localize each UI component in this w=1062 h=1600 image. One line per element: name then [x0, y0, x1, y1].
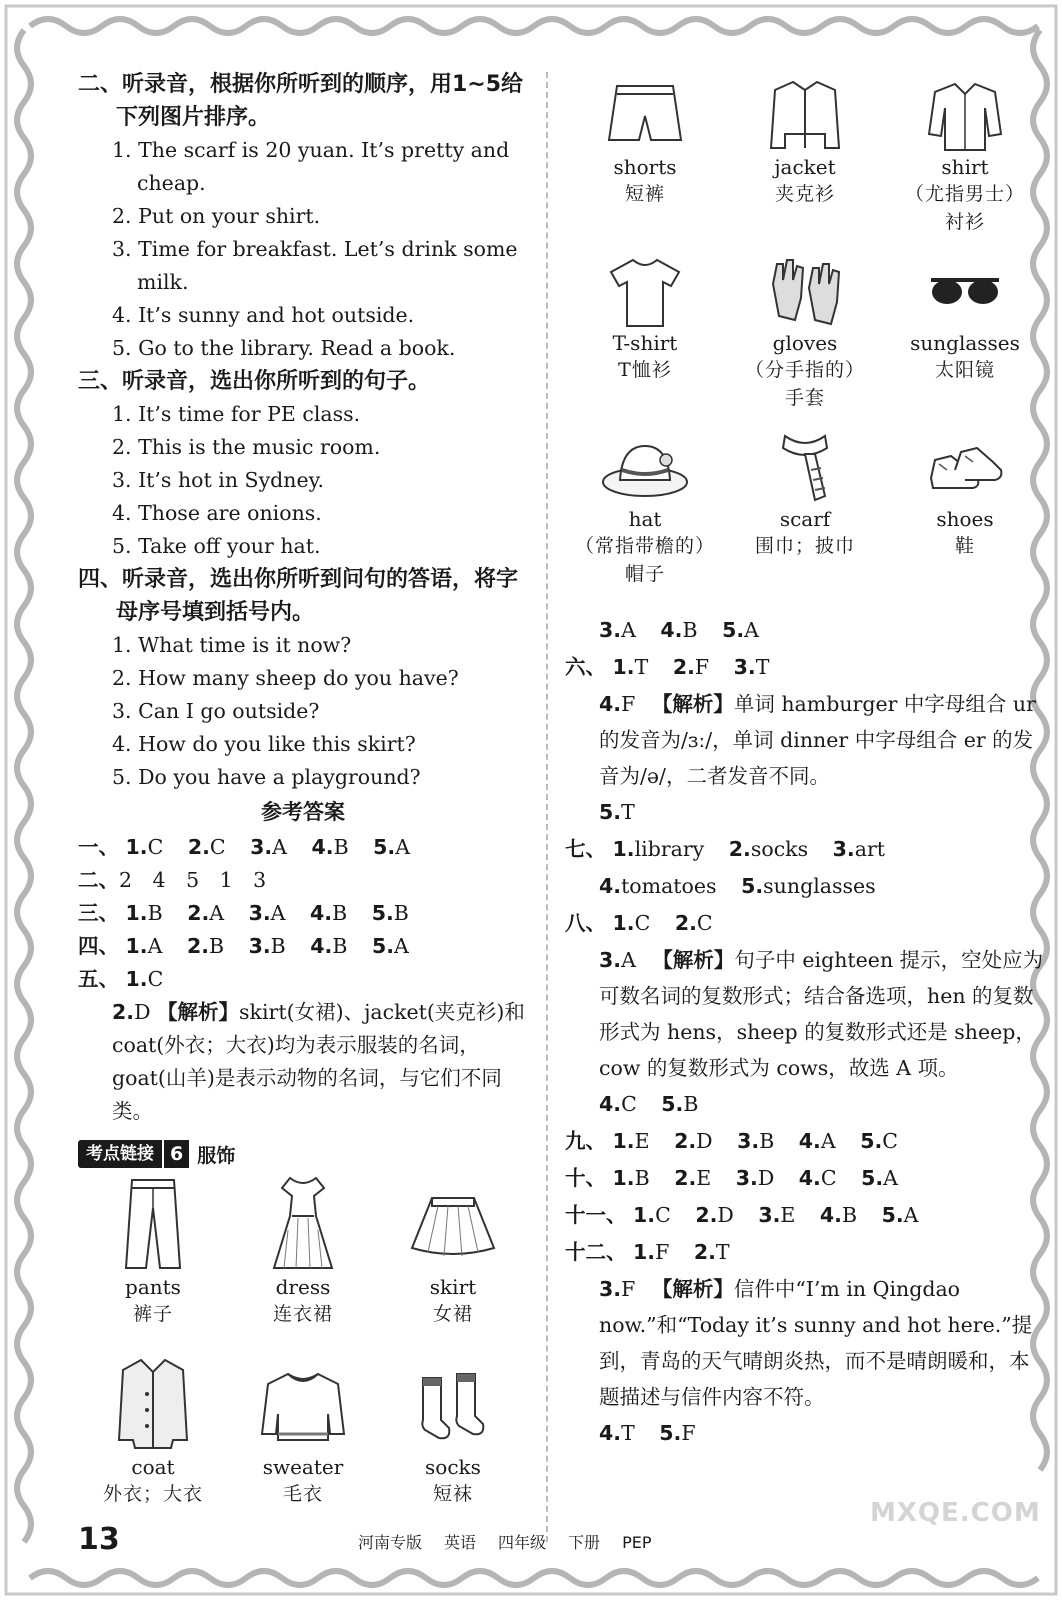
right-column	[565, 78, 1045, 1452]
answer-row-4: 四、 1.A 2.B 3.B 4.B 5.A	[78, 934, 409, 958]
vocab-item: T-shirt T恤衫	[565, 254, 725, 422]
skirt-icon	[408, 1174, 498, 1274]
page-footer	[78, 1522, 978, 1562]
answer-row-10: 十、 1.B 2.E 3.D 4.C 5.A	[565, 1166, 898, 1190]
vocab-grid-left	[78, 1174, 528, 1534]
vocab-item: skirt 女裙	[378, 1174, 528, 1354]
list-item: 3. Time for breakfast. Let’s drink some milk.	[112, 237, 518, 294]
answer-row-9: 九、 1.E 2.D 3.B 4.A 5.C	[565, 1129, 898, 1153]
vocab-item: hat （常指带檐的） 帽子	[565, 430, 725, 606]
coat-icon	[113, 1354, 193, 1454]
list-item: 2. How many sheep do you have?	[112, 666, 459, 690]
book-info: 河南专版 英语 四年级 下册 PEP	[358, 1533, 652, 1552]
vocab-item: socks 短袜	[378, 1354, 528, 1534]
column-divider	[546, 72, 548, 1542]
answer-row-6: 六、 1.T 2.F 3.T	[565, 655, 770, 679]
answer-row-11: 十一、 1.C 2.D 3.E 4.B 5.A	[565, 1203, 919, 1227]
vocab-item: shorts 短裤	[565, 78, 725, 246]
section-4-title: 四、听录音，选出你所听到问句的答语，将字 母序号填到括号内。	[78, 567, 519, 625]
shoes-icon	[925, 430, 1005, 506]
answer-row-5: 五、 1.C	[78, 967, 164, 991]
section-3-title: 三、听录音，选出你所听到的句子。	[78, 369, 431, 394]
key-point-number: 6	[164, 1140, 189, 1168]
vocab-item: pants 裤子	[78, 1174, 228, 1354]
answer-row-7: 七、 1.library 2.socks 3.art	[565, 837, 885, 861]
sweater-icon	[258, 1354, 348, 1454]
answer-row-12b: 4.T 5.F	[599, 1421, 696, 1445]
answer-6-4-explanation: 4.F 【解析】单词 hamburger 中字母组合 ur 的发音为/ɜː/，单词 dinner 中字母组合 er 的发音为/ə/，二者发音不同。	[599, 692, 1036, 788]
answer-12-3-explanation: 3.F 【解析】信件中“I’m in Qingdao now.”和“Today it’s sunny and hot here.”提到，青岛的天气晴朗炎热，而不是晴朗暖和，本题描述与信件内容不符。	[599, 1277, 1033, 1409]
list-item: 5. Take off your hat.	[112, 534, 321, 558]
vocab-item: jacket 夹克衫	[725, 78, 885, 246]
answer-5-2-explanation: 2.D 【解析】skirt(女裙)、jacket(夹克衫)和coat(外衣；大衣)均为表示服装的名词，goat(山羊)是表示动物的名词，与它们不同类。	[112, 1000, 525, 1123]
answer-8-3-explanation: 3.A 【解析】句子中 eighteen 提示，空处应为可数名词的复数形式；结合备选项，hen 的复数形式为 hens，sheep 的复数形式还是 sheep，cow 的复数形式为 cows，故选 A 项。	[599, 948, 1044, 1080]
vocab-item: sweater 毛衣	[228, 1354, 378, 1534]
hat-icon	[600, 430, 690, 506]
list-item: 2. Put on your shirt.	[112, 204, 321, 228]
scarf-icon	[765, 430, 845, 506]
section-2	[78, 68, 528, 365]
t-shirt-icon	[605, 254, 685, 330]
list-item: 4. It’s sunny and hot outside.	[112, 303, 415, 327]
list-item: 3. It’s hot in Sydney.	[112, 468, 324, 492]
list-item: 5. Go to the library. Read a book.	[112, 336, 456, 360]
answer-row-8b: 4.C 5.B	[599, 1092, 699, 1116]
key-point-badge: 考点链接	[78, 1140, 162, 1168]
sunglasses-icon	[925, 254, 1005, 330]
list-item: 2. This is the music room.	[112, 435, 381, 459]
shorts-icon	[605, 78, 685, 154]
vocab-item: sunglasses 太阳镜	[885, 254, 1045, 422]
gloves-icon	[765, 254, 845, 330]
vocab-title: 服饰	[197, 1144, 236, 1167]
answers-continued	[565, 612, 1045, 1452]
answer-row-12: 十二、 1.F 2.T	[565, 1240, 730, 1264]
answer-row-1: 一、 1.C 2.C 3.A 4.B 5.A	[78, 835, 411, 859]
vocab-item: dress 连衣裙	[228, 1174, 378, 1354]
list-item: 1. What time is it now?	[112, 633, 352, 657]
answer-row-3: 三、 1.B 2.A 3.A 4.B 5.B	[78, 901, 409, 925]
pants-icon	[118, 1174, 188, 1274]
answer-row-2: 二、2 4 5 1 3	[78, 868, 267, 892]
answer-row-7b: 4.tomatoes 5.sunglasses	[599, 874, 876, 898]
list-item: 1. The scarf is 20 yuan. It’s pretty and cheap.	[112, 138, 510, 195]
list-item: 4. How do you like this skirt?	[112, 732, 416, 756]
vocab-grid-right	[565, 78, 1045, 606]
vocab-header	[78, 1140, 528, 1168]
list-item: 4. Those are onions.	[112, 501, 322, 525]
socks-icon	[413, 1354, 493, 1454]
vocab-item: shoes 鞋	[885, 430, 1045, 598]
answers-heading: 参考答案	[261, 800, 345, 824]
watermark: MXQE.COM	[870, 1498, 1041, 1528]
jacket-icon	[765, 78, 845, 154]
vocab-item: shirt （尤指男士） 衬衫	[885, 78, 1045, 254]
vocab-item: scarf 围巾；披巾	[725, 430, 885, 598]
answer-row-8: 八、 1.C 2.C	[565, 911, 713, 935]
vocab-item: coat 外衣；大衣	[78, 1354, 228, 1534]
list-item: 5. Do you have a playground?	[112, 765, 421, 789]
left-column	[78, 68, 528, 1534]
answer-row-6-5: 5.T	[599, 800, 635, 824]
page-number: 13	[78, 1522, 120, 1557]
list-item: 3. Can I go outside?	[112, 699, 320, 723]
section-2-title: 二、听录音，根据你所听到的顺序，用1~5给 下列图片排序。	[78, 72, 524, 130]
section-4	[78, 563, 528, 794]
answer-row-5-cont: 3.A 4.B 5.A	[599, 618, 759, 642]
section-3	[78, 365, 528, 563]
vocab-item: gloves （分手指的） 手套	[725, 254, 885, 430]
shirt-icon	[925, 78, 1005, 154]
dress-icon	[268, 1174, 338, 1274]
list-item: 1. It’s time for PE class.	[112, 402, 361, 426]
